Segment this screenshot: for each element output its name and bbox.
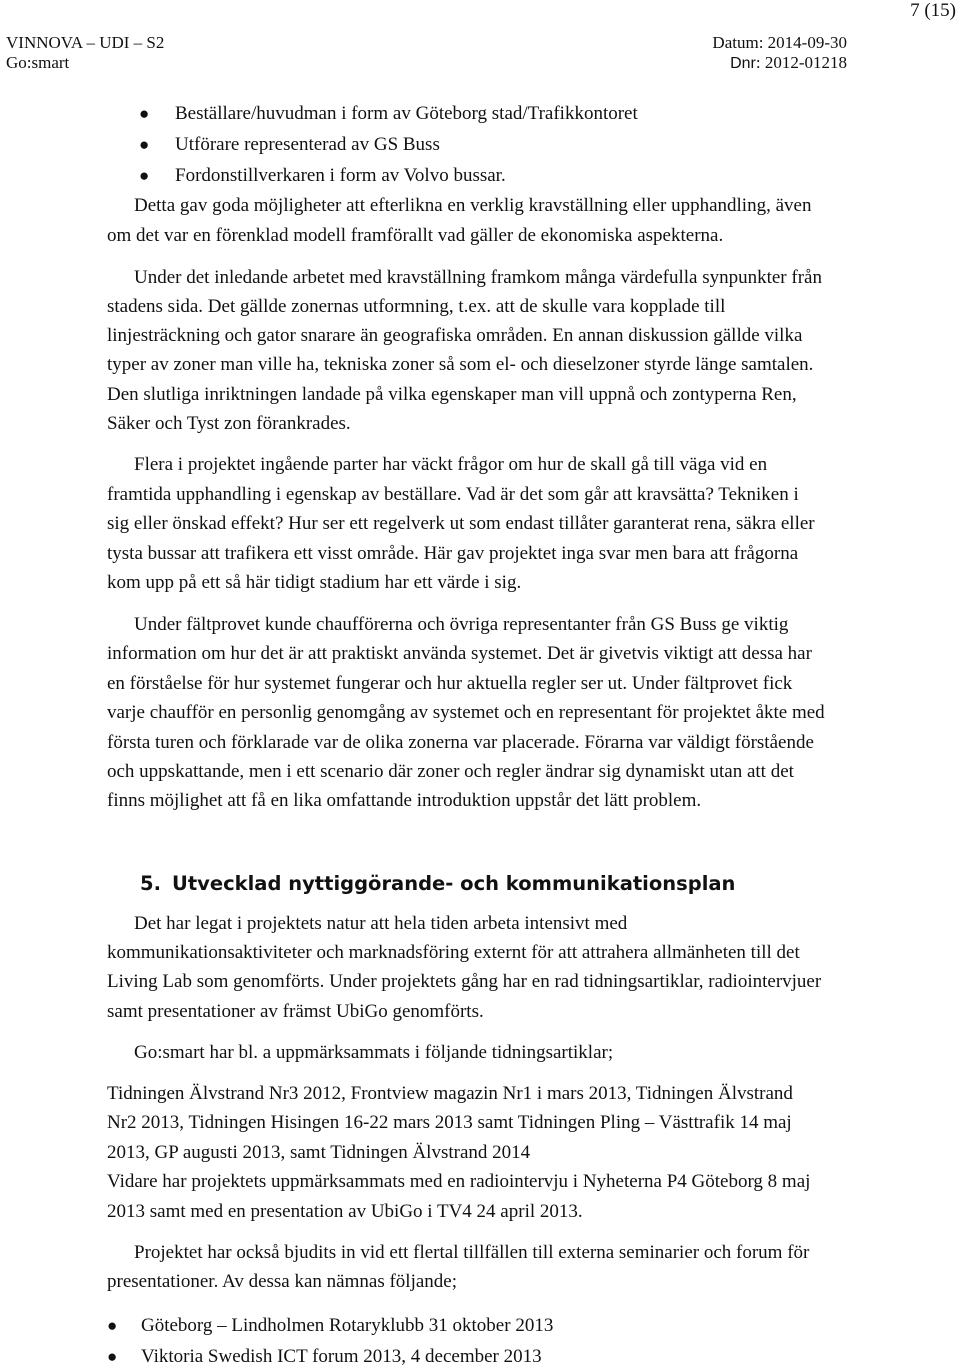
list-item: ● Viktoria Swedish ICT forum 2013, 4 december 2013 (107, 1346, 542, 1367)
bullet-icon: ● (107, 1347, 118, 1366)
bullet-icon: ● (107, 1316, 118, 1335)
section-title: Utvecklad nyttiggörande- och kommunikationsplan (172, 872, 736, 895)
bullet-icon: ● (139, 104, 150, 123)
header-project-name: Go:smart (6, 53, 70, 72)
header-dnr-value: : 2012-01218 (755, 53, 847, 72)
list-item: ● Beställare/huvudman i form av Göteborg stad/Trafikkontoret (139, 103, 638, 124)
list-item: ● Fordonstillverkaren i form av Volvo bussar. (139, 165, 506, 186)
header-dnr-key: Dnr (730, 55, 756, 72)
header-date: Datum: 2014-09-30 (712, 33, 847, 52)
section-heading (140, 871, 735, 897)
page-number: 7 (15) (910, 0, 956, 21)
bullet-icon: ● (139, 166, 150, 185)
list-item: ● Göteborg – Lindholmen Rotaryklubb 31 oktober 2013 (107, 1315, 554, 1336)
header-project: VINNOVA – UDI – S2 (6, 33, 165, 52)
header-dnr (730, 53, 847, 74)
bullet-icon: ● (139, 135, 150, 154)
section-number: 5. (140, 872, 161, 895)
list-item: ● Utförare representerad av GS Buss (139, 134, 440, 155)
